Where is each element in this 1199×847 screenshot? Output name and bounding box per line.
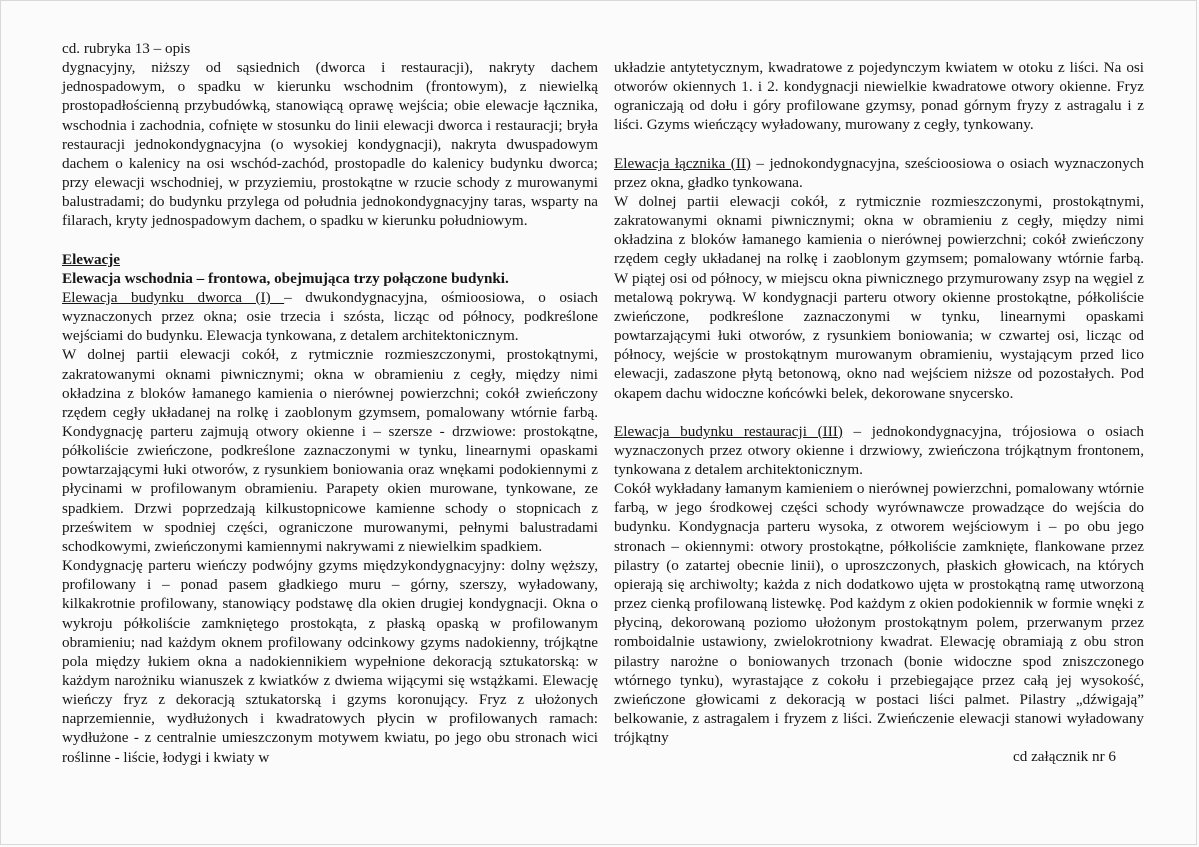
body-paragraph-building-massing: dygnacyjny, niższy od sąsiednich (dworca i restauracji), nakryty dachem jednospadowym, o spadku w kierunku wschodnim (frontowym), z niewielką prostopadłościenną przybudówką, stanowiącą oprawę wejścia; obie elewacje łącznika, wschodnia i zachodnia, cofnięte w stosunku do linii elewacji dworca i restauracji; bryła restauracji jednokondygnacyjna (o wysokiej kondygnacji), nakryta dwuspadowym dachem o kalenicy na osi wschód-zachód, prostopadle do kalenicy budynku dworca; przy elewacji wschodniej, w przyziemiu, prostokątne w rzucie schody z murowanymi balustradami; do budynku przylega od południa jednokondygnacyjny taras, wsparty na filarach, kryty jednospadowym dachem, o spadku w kierunku południowym. bbox=[62, 59, 598, 230]
label-restaurant-elevation: Elewacja budynku restauracji (III) bbox=[614, 422, 843, 440]
paragraph-connector-details: W dolnej partii elewacji cokół, z rytmicznie rozmieszczonymi, prostokątnymi, zakratowanymi oknami piwnicznymi; okna w obramieniu z cegły, między nimi okładzina z bloków łamanego kamienia o nierównej powierzchni; cokół zwieńczony rzędem cegły układanej na rolkę i zaoblonym gzymsem; pomalowany wtórnie farbą. W piątej osi od północy, w miejscu okna piwnicznego przymurowany zsyp na węgiel z metalową pokrywą. W kondygnacji parteru otwory okienne prostokątne, półkoliście zwieńczone, podkreślone zaznaczonymi w tynku, linearnymi opaskami powtarzającymi łuki otworów, z rysunkiem boniowania; w czwartej osi, licząc od północy, wejście w prostokątnym murowanym obramieniu, wystającym przed lico elewacji, zadaszone płytą betonową, okno nad wejściem niższe od pozostałych. Pod okapem dachu widoczne końcówki belek, dekorowane snycersko. bbox=[614, 192, 1144, 402]
label-connector-elevation: Elewacja łącznika (II) bbox=[614, 154, 751, 172]
footer-continuation-note: cd załącznik nr 6 bbox=[1013, 748, 1116, 766]
paragraph-restaurant-elevation bbox=[614, 422, 1144, 479]
label-station-elevation: Elewacja budynku dworca (I) bbox=[62, 288, 285, 306]
paragraph-restaurant-details: Cokół wykładany łamanym kamieniem o nierównej powierzchni, pomalowany wtórnie farbą, w jego środkowej części schody wyrównawcze prowadzące do wejścia do budynku. Kondygnacja parteru wysoka, z otworem wejściowym i – po obu jego stronach – okiennymi: otwory prostokątne, półkoliście zamknięte, flankowane przez pilastry (o zatartej obecnie linii), o uproszczonych, płaskich głowicach, na których opierają się archiwolty; każda z nich dodatkowo ujęta w prostokątną ramę utworzoną przez cienką profilowaną listewkę. Pod każdym z okien podokiennik w formie wnęki z płyciną, dekorowaną poziomo ułożonym prostokątnym polem, przerwanym przez romboidalnie ustawiony, zwielokrotniony kwadrat. Elewację obramiają z obu stron pilastry narożne o boniowanych trzonach (bonie widoczne spod zniszczonego wtórnego tynku), wyrastające z cokołu i przebiegające przez całą jej wysokość, zwieńczone głowicami z dekoracją w postaci liści palmet. Pilastry „dźwigają” belkowanie, z astragalem i fryzem z liści. Zwieńczenie elewacji stanowi wyładowany trójkątny bbox=[614, 480, 1144, 747]
paragraph-station-elevation bbox=[62, 288, 598, 345]
text-connector-elevation: – jednokondygnacyjna, sześcioosiowa o osiach wyznaczonych przez okna, gładko tynkowana. bbox=[614, 154, 1144, 191]
paragraph-connector-elevation bbox=[614, 154, 1144, 192]
paragraph-station-cornice-upper-floor: Kondygnację parteru wieńczy podwójny gzyms międzykondygnacyjny: dolny węższy, profilowany i – ponad pasem gładkiego muru – górny, szerszy, wyładowany, kilkakrotnie profilowany, stanowiący podstawę dla okien drugiej kondygnacji. Okna o wykroju półkoliście zamkniętego prostokąta, z płaską opaską w profilowanym obramieniu; nad każdym oknem profilowany odcinkowy gzyms nadokienny, trójkątne pola między łukiem okna a nadokiennikiem wypełnione dekoracją sztukatorską: w każdym narożniku wianuszek z kwiatków z dwiema wijącymi się wstążkami. Elewację wieńczy fryz z dekoracją sztukatorską i gzyms koronujący. Fryz z ułożonych naprzemiennie, wydłużonych i kwadratowych płycin w profilowanych ramach: wydłużone - z centralnie umieszczonym motywem kwiatu, po jego obu stronach wici roślinne - liście, łodygi i kwiaty w bbox=[62, 557, 598, 766]
continuation-header: cd. rubryka 13 – opis bbox=[62, 40, 191, 57]
section-heading-elevations: Elewacje bbox=[62, 250, 121, 268]
right-column bbox=[614, 58, 1144, 766]
left-column bbox=[62, 39, 598, 767]
paragraph-frieze-continuation: układzie antytetycznym, kwadratowe z pojedynczym kwiatem w otoku z liści. Na osi otworów okiennych 1. i 2. kondygnacji niewielkie kwadratowe otwory okienne. Fryz ograniczają od dołu i góry profilowane gzymsy, ponad górnym fryzy z astragalu i z liści. Gzyms wieńczący wyładowany, murowany z cegły, tynkowany. bbox=[614, 59, 1144, 134]
paragraph-station-plinth-ground-floor: W dolnej partii elewacji cokół, z rytmicznie rozmieszczonymi, prostokątnymi, zakratowanymi oknami piwnicznymi; okna w obramieniu z cegły, między nimi okładzina z bloków łamanego kamienia o nierównej powierzchni; cokół zwieńczony rzędem cegły układanej na rolkę i zaoblonym gzymsem, pomalowany wtórnie farbą. Kondygnację parteru zajmują otwory okienne i – szersze - drzwiowe: prostokątne, półkoliście zwieńczone, podkreślone zaznaczonymi w tynku, linearnymi opaskami powtarzającymi łuki otworów, z rysunkiem boniowania oraz wnękami podokiennymi z płycinami w profilowanym obramieniu. Parapety okien murowane, tynkowane, ze spadkiem. Drzwi poprzedzają kilkustopnicowe kamienne schody o stopnicach z prześwitem w spodniej części, ograniczone murowanymi, pełnymi balustradami schodkowymi, zwieńczonymi kamiennymi nakrywami z niewielkim spadkiem. bbox=[62, 346, 598, 555]
text-station-elevation: – dwukondygnacyjna, ośmioosiowa, o osiach wyznaczonych przez okna; osie trzecia i szósta, licząc od północy, podkreślone wejściami do budynku. Elewacja tynkowana, z detalem architektonicznym. bbox=[62, 288, 598, 345]
text-restaurant-elevation: – jednokondygnacyjna, trójosiowa o osiach wyznaczonych przez otwory okienne i drzwiowy, zwieńczona trójkątnym frontonem, tynkowana z detalem architektonicznym. bbox=[614, 422, 1144, 478]
subheading-east-elevation: Elewacja wschodnia – frontowa, obejmująca trzy połączone budynki. bbox=[62, 269, 509, 287]
